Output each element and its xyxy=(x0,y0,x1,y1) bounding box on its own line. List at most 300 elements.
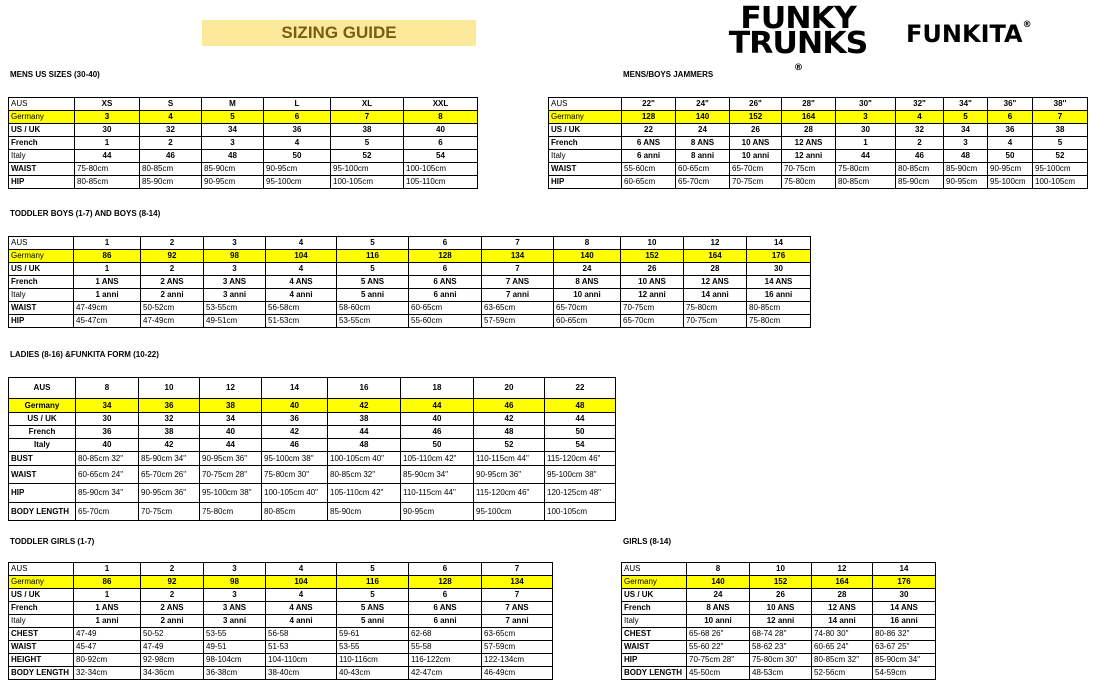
row-label: BODY LENGTH xyxy=(9,667,74,680)
row-label: WAIST xyxy=(9,466,76,484)
table-cell: 24 xyxy=(554,263,621,276)
section-title-mens: MENS US SIZES (30-40) xyxy=(10,70,100,79)
table-cell: 75-80cm 30" xyxy=(750,654,812,667)
row-label: HIP xyxy=(622,654,687,667)
table-cell: 6 anni xyxy=(409,615,482,628)
row-label: Germany xyxy=(9,576,74,589)
table-cell: 95-100cm xyxy=(988,176,1033,189)
table-cell: 86 xyxy=(74,576,141,589)
table-cell: 90-95cm 36" xyxy=(474,466,545,484)
row-label: Italy xyxy=(549,150,622,163)
table-cell: 3 ANS xyxy=(204,602,266,615)
table-cell: 32 xyxy=(139,413,200,426)
table-row xyxy=(9,654,553,667)
table-cell: 105-110cm 42" xyxy=(401,452,474,466)
table-cell: 4 xyxy=(988,137,1033,150)
table-cell: 6 xyxy=(409,563,482,576)
row-label: CHEST xyxy=(9,628,74,641)
table-cell: 10 anni xyxy=(687,615,750,628)
section-title-toddler-girls: TODDLER GIRLS (1-7) xyxy=(10,537,95,546)
table-cell: 8 ANS xyxy=(676,137,730,150)
table-cell: 5 xyxy=(1033,137,1088,150)
mens-size-table xyxy=(8,97,478,189)
table-row xyxy=(549,176,1088,189)
table-cell: 46 xyxy=(401,426,474,439)
table-cell: 36 xyxy=(264,124,331,137)
table-cell: 90-95cm xyxy=(988,163,1033,176)
table-cell: 3 ANS xyxy=(204,276,266,289)
table-cell: 85-90cm 34" xyxy=(139,452,200,466)
table-cell: 95-100cm xyxy=(264,176,331,189)
table-cell: 50 xyxy=(545,426,616,439)
ladies-size-table xyxy=(8,377,616,521)
table-cell: 50 xyxy=(988,150,1033,163)
table-cell: 70-75cm xyxy=(684,315,747,328)
table-cell: 6 xyxy=(409,589,482,602)
table-cell: 60-65cm xyxy=(409,302,482,315)
table-cell: 60-65cm 24" xyxy=(76,466,139,484)
table-cell: 48-53cm xyxy=(750,667,812,680)
table-cell: 70-75cm xyxy=(621,302,684,315)
table-cell: 32-34cm xyxy=(74,667,141,680)
table-cell: M xyxy=(202,98,264,111)
table-cell: 116 xyxy=(337,250,409,263)
table-cell: 40 xyxy=(200,426,262,439)
table-row xyxy=(9,124,478,137)
table-cell: 1 anni xyxy=(74,615,141,628)
table-cell: 12 anni xyxy=(782,150,836,163)
row-label: French xyxy=(9,137,75,150)
table-cell: 30 xyxy=(836,124,896,137)
table-cell: 38 xyxy=(328,413,401,426)
table-cell: 140 xyxy=(687,576,750,589)
table-cell: 4 anni xyxy=(266,289,337,302)
table-row xyxy=(9,667,553,680)
table-cell: 3 anni xyxy=(204,289,266,302)
table-cell: 38'' xyxy=(1033,98,1088,111)
table-cell: 6 ANS xyxy=(409,602,482,615)
table-row xyxy=(9,137,478,150)
table-cell: 3 xyxy=(204,263,266,276)
table-cell: 16 anni xyxy=(873,615,936,628)
table-cell: 1 xyxy=(74,263,141,276)
table-cell: 55-58 xyxy=(409,641,482,654)
table-cell: 110-115cm 44" xyxy=(401,484,474,503)
table-cell: 38 xyxy=(1033,124,1088,137)
table-cell: 8 xyxy=(76,378,139,399)
table-cell: 8 xyxy=(404,111,478,124)
row-label: French xyxy=(9,426,76,439)
table-cell: 5 anni xyxy=(337,289,409,302)
toddler-boys-size-table xyxy=(8,236,811,328)
table-cell: 7 xyxy=(482,563,553,576)
table-row xyxy=(549,163,1088,176)
table-cell: 63-65cm xyxy=(482,302,554,315)
table-cell: 90-95cm xyxy=(264,163,331,176)
table-cell: 4 anni xyxy=(266,615,337,628)
table-cell: 42-47cm xyxy=(409,667,482,680)
row-label: Italy xyxy=(9,615,74,628)
table-cell: 36 xyxy=(139,399,200,413)
table-cell: 80-85cm 32" xyxy=(328,466,401,484)
table-cell: 53-55cm xyxy=(337,315,409,328)
row-label: BODY LENGTH xyxy=(622,667,687,680)
table-cell: 34-36cm xyxy=(141,667,204,680)
table-cell: 70-75cm xyxy=(782,163,836,176)
table-cell: 2 anni xyxy=(141,615,204,628)
section-title-toddler-boys: TODDLER BOYS (1-7) AND BOYS (8-14) xyxy=(10,209,161,218)
table-cell: 54-59cm xyxy=(873,667,936,680)
table-cell: 8 xyxy=(687,563,750,576)
table-cell: 42 xyxy=(328,399,401,413)
table-cell: 85-90cm xyxy=(896,176,944,189)
table-cell: 52 xyxy=(1033,150,1088,163)
table-row xyxy=(9,302,811,315)
table-row xyxy=(9,315,811,328)
row-label: French xyxy=(549,137,622,150)
table-cell: 164 xyxy=(684,250,747,263)
table-cell: 50-52 xyxy=(141,628,204,641)
row-label: Germany xyxy=(622,576,687,589)
table-cell: 8 ANS xyxy=(554,276,621,289)
table-cell: 38 xyxy=(139,426,200,439)
table-cell: 42 xyxy=(262,426,328,439)
table-cell: 14 anni xyxy=(812,615,873,628)
table-cell: 12 ANS xyxy=(782,137,836,150)
table-cell: 38-40cm xyxy=(266,667,337,680)
table-cell: 10 xyxy=(139,378,200,399)
table-cell: 80-85cm xyxy=(836,176,896,189)
table-cell: 2 anni xyxy=(141,289,204,302)
table-cell: 128 xyxy=(409,576,482,589)
table-row xyxy=(622,589,936,602)
table-cell: 80-85cm xyxy=(262,503,328,521)
table-cell: 28 xyxy=(684,263,747,276)
table-cell: 22 xyxy=(545,378,616,399)
table-row xyxy=(9,466,616,484)
table-cell: 80-86 32" xyxy=(873,628,936,641)
table-cell: 36" xyxy=(988,98,1033,111)
table-cell: 90-95cm xyxy=(202,176,264,189)
table-cell: 70-75cm xyxy=(139,503,200,521)
table-cell: 60-65 24" xyxy=(812,641,873,654)
table-cell: 5 xyxy=(202,111,264,124)
table-row xyxy=(9,615,553,628)
table-cell: 44 xyxy=(328,426,401,439)
table-cell: 100-105cm xyxy=(404,163,478,176)
table-cell: 60-65cm xyxy=(554,315,621,328)
table-row xyxy=(9,276,811,289)
row-label: AUS xyxy=(549,98,622,111)
table-cell: 4 xyxy=(140,111,202,124)
table-cell: 6 anni xyxy=(409,289,482,302)
table-cell: 30 xyxy=(76,413,139,426)
table-cell: 12 xyxy=(812,563,873,576)
table-row xyxy=(9,452,616,466)
table-cell: 5 ANS xyxy=(337,602,409,615)
toddler-girls-size-table xyxy=(8,562,553,680)
table-cell: 53-55 xyxy=(337,641,409,654)
table-cell: 100-105cm xyxy=(1033,176,1088,189)
table-cell: 65-70cm xyxy=(676,176,730,189)
table-cell: 2 ANS xyxy=(141,602,204,615)
table-cell: 14 anni xyxy=(684,289,747,302)
table-cell: 2 xyxy=(896,137,944,150)
table-cell: 38 xyxy=(200,399,262,413)
table-cell: 4 xyxy=(266,563,337,576)
table-cell: 68-74 28" xyxy=(750,628,812,641)
table-cell: 4 xyxy=(266,237,337,250)
table-cell: 48 xyxy=(545,399,616,413)
table-cell: 100-105cm 40" xyxy=(262,484,328,503)
table-cell: 85-90cm 34" xyxy=(401,466,474,484)
row-label: AUS xyxy=(622,563,687,576)
table-cell: XXL xyxy=(404,98,478,111)
table-row xyxy=(622,654,936,667)
table-cell: 48 xyxy=(474,426,545,439)
table-cell: 16 xyxy=(328,378,401,399)
table-cell: 95-100cm 38" xyxy=(545,466,616,484)
table-cell: 36 xyxy=(988,124,1033,137)
table-cell: 95-100cm xyxy=(331,163,404,176)
table-cell: 28" xyxy=(782,98,836,111)
table-cell: 56-58cm xyxy=(266,302,337,315)
girls-size-table xyxy=(621,562,936,680)
table-cell: 60-65cm xyxy=(676,163,730,176)
table-row xyxy=(549,124,1088,137)
table-cell: 26 xyxy=(621,263,684,276)
table-cell: 44 xyxy=(75,150,140,163)
funkita-logo: FUNKITA® xyxy=(906,20,1032,48)
table-cell: 1 xyxy=(74,563,141,576)
table-cell: 164 xyxy=(812,576,873,589)
table-cell: 46 xyxy=(896,150,944,163)
row-label: WAIST xyxy=(9,163,75,176)
table-cell: 116-122cm xyxy=(409,654,482,667)
row-label: WAIST xyxy=(9,641,74,654)
table-row xyxy=(9,289,811,302)
row-label: Germany xyxy=(9,399,76,413)
table-cell: 1 ANS xyxy=(74,602,141,615)
table-cell: 74-80 30" xyxy=(812,628,873,641)
table-row xyxy=(9,641,553,654)
table-row xyxy=(622,576,936,589)
table-cell: 53-55cm xyxy=(204,302,266,315)
table-cell: 98-104cm xyxy=(204,654,266,667)
table-cell: 3 xyxy=(836,111,896,124)
table-cell: 4 xyxy=(264,137,331,150)
table-cell: 38 xyxy=(331,124,404,137)
table-cell: 100-105cm 40" xyxy=(328,452,401,466)
table-cell: 65-70cm 26" xyxy=(139,466,200,484)
table-cell: 63-65cm xyxy=(482,628,553,641)
table-cell: 86 xyxy=(74,250,141,263)
table-cell: 50 xyxy=(401,439,474,452)
table-cell: 90-95cm xyxy=(401,503,474,521)
table-cell: 116 xyxy=(337,576,409,589)
table-cell: 98 xyxy=(204,250,266,263)
table-cell: 6 anni xyxy=(622,150,676,163)
table-cell: 26" xyxy=(730,98,782,111)
table-cell: 30 xyxy=(873,589,936,602)
table-cell: 100-105cm xyxy=(545,503,616,521)
table-cell: 85-90cm xyxy=(140,176,202,189)
table-cell: 45-47 xyxy=(74,641,141,654)
table-cell: 75-80cm xyxy=(747,315,811,328)
table-row xyxy=(9,413,616,426)
row-label: French xyxy=(9,276,74,289)
table-cell: 50 xyxy=(264,150,331,163)
table-row xyxy=(9,176,478,189)
table-cell: 7 anni xyxy=(482,615,553,628)
table-cell: 47-49 xyxy=(141,641,204,654)
table-cell: 7 xyxy=(1033,111,1088,124)
table-cell: 48 xyxy=(328,439,401,452)
sizing-guide-banner: SIZING GUIDE xyxy=(202,20,476,46)
table-cell: 100-105cm xyxy=(331,176,404,189)
table-cell: 80-92cm xyxy=(74,654,141,667)
table-cell: 14 xyxy=(747,237,811,250)
table-cell: 140 xyxy=(676,111,730,124)
table-row xyxy=(622,602,936,615)
table-cell: 7 anni xyxy=(482,289,554,302)
table-cell: 12 xyxy=(200,378,262,399)
table-cell: S xyxy=(140,98,202,111)
table-cell: 105-110cm 42" xyxy=(328,484,401,503)
row-label: US / UK xyxy=(622,589,687,602)
table-row xyxy=(549,137,1088,150)
table-cell: 75-80cm xyxy=(684,302,747,315)
table-cell: 90-95cm 36" xyxy=(200,452,262,466)
table-cell: 14 xyxy=(262,378,328,399)
table-cell: 53-55 xyxy=(204,628,266,641)
table-cell: 115-120cm 46" xyxy=(545,452,616,466)
table-row xyxy=(9,628,553,641)
table-cell: 40 xyxy=(262,399,328,413)
table-cell: 50-52cm xyxy=(141,302,204,315)
table-cell: 55-60cm xyxy=(409,315,482,328)
table-cell: 105-110cm xyxy=(404,176,478,189)
table-cell: 57-59cm xyxy=(482,641,553,654)
table-row xyxy=(9,503,616,521)
row-label: Italy xyxy=(9,289,74,302)
table-cell: 49-51 xyxy=(204,641,266,654)
table-cell: 122-134cm xyxy=(482,654,553,667)
table-row xyxy=(9,589,553,602)
table-cell: 1 ANS xyxy=(74,276,141,289)
table-row xyxy=(622,563,936,576)
table-row xyxy=(9,111,478,124)
table-cell: 34 xyxy=(944,124,988,137)
table-cell: 110-116cm xyxy=(337,654,409,667)
table-cell: 10 ANS xyxy=(750,602,812,615)
table-cell: 10 ANS xyxy=(621,276,684,289)
table-cell: 85-90cm 34" xyxy=(76,484,139,503)
table-cell: 6 ANS xyxy=(622,137,676,150)
table-row xyxy=(9,237,811,250)
table-cell: 134 xyxy=(482,576,553,589)
table-cell: 6 xyxy=(409,237,482,250)
table-cell: 75-80cm 30" xyxy=(262,466,328,484)
row-label: Germany xyxy=(549,111,622,124)
table-cell: 18 xyxy=(401,378,474,399)
table-cell: 36 xyxy=(262,413,328,426)
table-cell: 40 xyxy=(404,124,478,137)
table-cell: 34 xyxy=(200,413,262,426)
table-cell: 5 xyxy=(331,137,404,150)
table-row xyxy=(9,484,616,503)
table-cell: 95-100cm xyxy=(1033,163,1088,176)
table-cell: 49-51cm xyxy=(204,315,266,328)
table-cell: 7 xyxy=(482,237,554,250)
table-row xyxy=(9,563,553,576)
table-cell: 46-49cm xyxy=(482,667,553,680)
row-label: WAIST xyxy=(549,163,622,176)
table-cell: 6 xyxy=(409,263,482,276)
table-cell: 24 xyxy=(687,589,750,602)
table-cell: L xyxy=(264,98,331,111)
table-cell: 2 ANS xyxy=(141,276,204,289)
table-cell: 10 xyxy=(621,237,684,250)
table-cell: 1 xyxy=(74,237,141,250)
table-cell: 128 xyxy=(409,250,482,263)
table-cell: 58-62 23" xyxy=(750,641,812,654)
table-cell: 65-68 26" xyxy=(687,628,750,641)
table-cell: 5 xyxy=(337,237,409,250)
table-row xyxy=(9,426,616,439)
table-cell: 44 xyxy=(836,150,896,163)
table-cell: 90-95cm 36" xyxy=(139,484,200,503)
table-cell: 115-120cm 46" xyxy=(474,484,545,503)
table-cell: 12 anni xyxy=(750,615,812,628)
row-label: Germany xyxy=(9,250,74,263)
table-cell: 75-80cm xyxy=(75,163,140,176)
table-cell: 65-70cm xyxy=(76,503,139,521)
table-cell: 42 xyxy=(474,413,545,426)
table-cell: 104 xyxy=(266,250,337,263)
table-cell: 5 xyxy=(337,589,409,602)
table-cell: 164 xyxy=(782,111,836,124)
table-cell: 3 anni xyxy=(204,615,266,628)
table-cell: 6 xyxy=(404,137,478,150)
table-cell: 32" xyxy=(896,98,944,111)
table-cell: 14 xyxy=(873,563,936,576)
table-cell: 85-90cm xyxy=(944,163,988,176)
table-cell: 3 xyxy=(204,589,266,602)
table-cell: 4 ANS xyxy=(266,602,337,615)
row-label: US / UK xyxy=(9,124,75,137)
table-cell: 7 xyxy=(482,263,554,276)
table-cell: 80-85cm xyxy=(140,163,202,176)
table-cell: 65-70cm xyxy=(621,315,684,328)
table-cell: 2 xyxy=(141,263,204,276)
row-label: HIP xyxy=(9,484,76,503)
logo-line-2: TRUNKS ® xyxy=(728,26,868,73)
table-cell: 152 xyxy=(730,111,782,124)
table-cell: 30" xyxy=(836,98,896,111)
section-title-jammers: MENS/BOYS JAMMERS xyxy=(623,70,714,79)
row-label: AUS xyxy=(9,237,74,250)
table-row xyxy=(622,615,936,628)
table-cell: 55-60 22" xyxy=(687,641,750,654)
table-cell: 54 xyxy=(404,150,478,163)
table-cell: 46 xyxy=(474,399,545,413)
table-cell: 42 xyxy=(139,439,200,452)
table-cell: 26 xyxy=(750,589,812,602)
table-row xyxy=(622,628,936,641)
table-cell: 85-90cm xyxy=(202,163,264,176)
table-cell: 62-68 xyxy=(409,628,482,641)
